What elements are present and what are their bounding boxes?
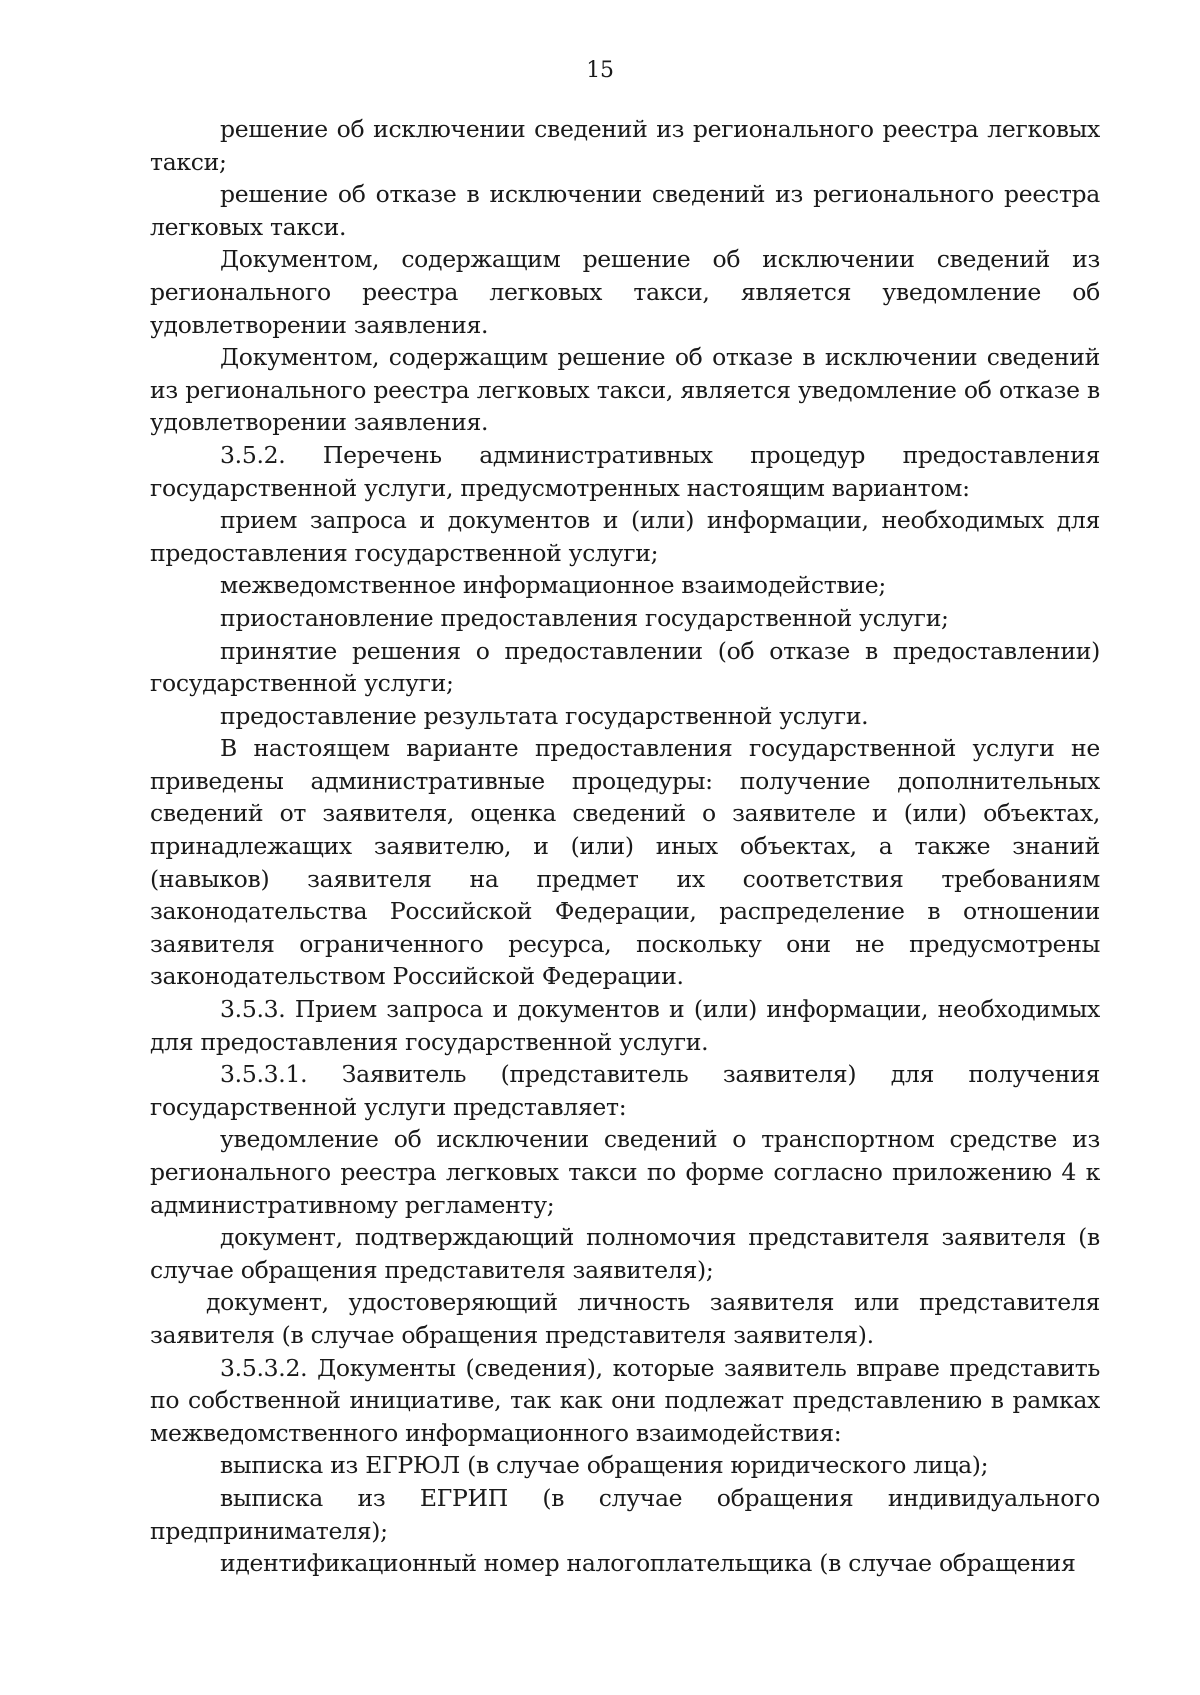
- paragraph: 3.5.2. Перечень административных процедур предоставления государственной услуги, предусмотренных настоящим вариантом:: [150, 440, 1100, 502]
- paragraph: приостановление предоставления государственной услуги;: [220, 603, 949, 632]
- paragraph: идентификационный номер налогоплательщика (в случае обращения: [220, 1549, 1076, 1578]
- paragraph: выписка из ЕГРИП (в случае обращения индивидуального предпринимателя);: [150, 1483, 1100, 1545]
- paragraph: уведомление об исключении сведений о транспортном средстве из регионального реестра легковых такси по форме согласно приложению 4 к административному регламенту;: [150, 1125, 1100, 1219]
- paragraph: решение об отказе в исключении сведений из регионального реестра легковых такси.: [150, 180, 1100, 241]
- paragraph: 3.5.3. Прием запроса и документов и (или) информации, необходимых для предоставления государственной услуги.: [150, 995, 1100, 1056]
- paragraph: Документом, содержащим решение об исключении сведений из регионального реестра легковых такси, является уведомление об удовлетворении заявления.: [150, 245, 1100, 339]
- paragraph: 3.5.3.1. Заявитель (представитель заявителя) для получения государственной услуги представляет:: [150, 1060, 1100, 1121]
- page-number: 15: [586, 58, 614, 83]
- paragraph: межведомственное информационное взаимодействие;: [220, 571, 886, 600]
- paragraph: 3.5.3.2. Документы (сведения), которые заявитель вправе представить по собственной инициативе, так как они подлежат представлению в рамках межведомственного информационного взаимодействия:: [150, 1353, 1100, 1447]
- paragraph: принятие решения о предоставлении (об отказе в предоставлении) государственной услуги;: [150, 636, 1100, 698]
- paragraph: Документом, содержащим решение об отказе в исключении сведений из регионального реестра легковых такси, является уведомление об отказе в удовлетворении заявления.: [150, 343, 1100, 437]
- paragraph: выписка из ЕГРЮЛ (в случае обращения юридического лица);: [220, 1451, 989, 1480]
- document-body: [150, 113, 1100, 1580]
- paragraph: решение об исключении сведений из регионального реестра легковых такси;: [150, 115, 1100, 176]
- paragraph: документ, подтверждающий полномочия представителя заявителя (в случае обращения представителя заявителя);: [150, 1223, 1100, 1284]
- paragraph: документ, удостоверяющий личность заявителя или представителя заявителя (в случае обращения представителя заявителя).: [150, 1288, 1100, 1349]
- paragraph: прием запроса и документов и (или) информации, необходимых для предоставления государственной услуги;: [150, 506, 1100, 567]
- paragraph: В настоящем варианте предоставления государственной услуги не приведены административные процедуры: получение дополнительных сведений от заявителя, оценка сведений о заявителе и (или) объектах, принадлежащих заявителю, и (или) иных объектах, а также знаний (навыков) заявителя на предмет их соответствия требованиям законодательства Российской Федерации, распределение в отношении заявителя ограниченного ресурса, поскольку они не предусмотрены законодательством Российской Федерации.: [150, 734, 1100, 991]
- paragraph: предоставление результата государственной услуги.: [220, 701, 869, 730]
